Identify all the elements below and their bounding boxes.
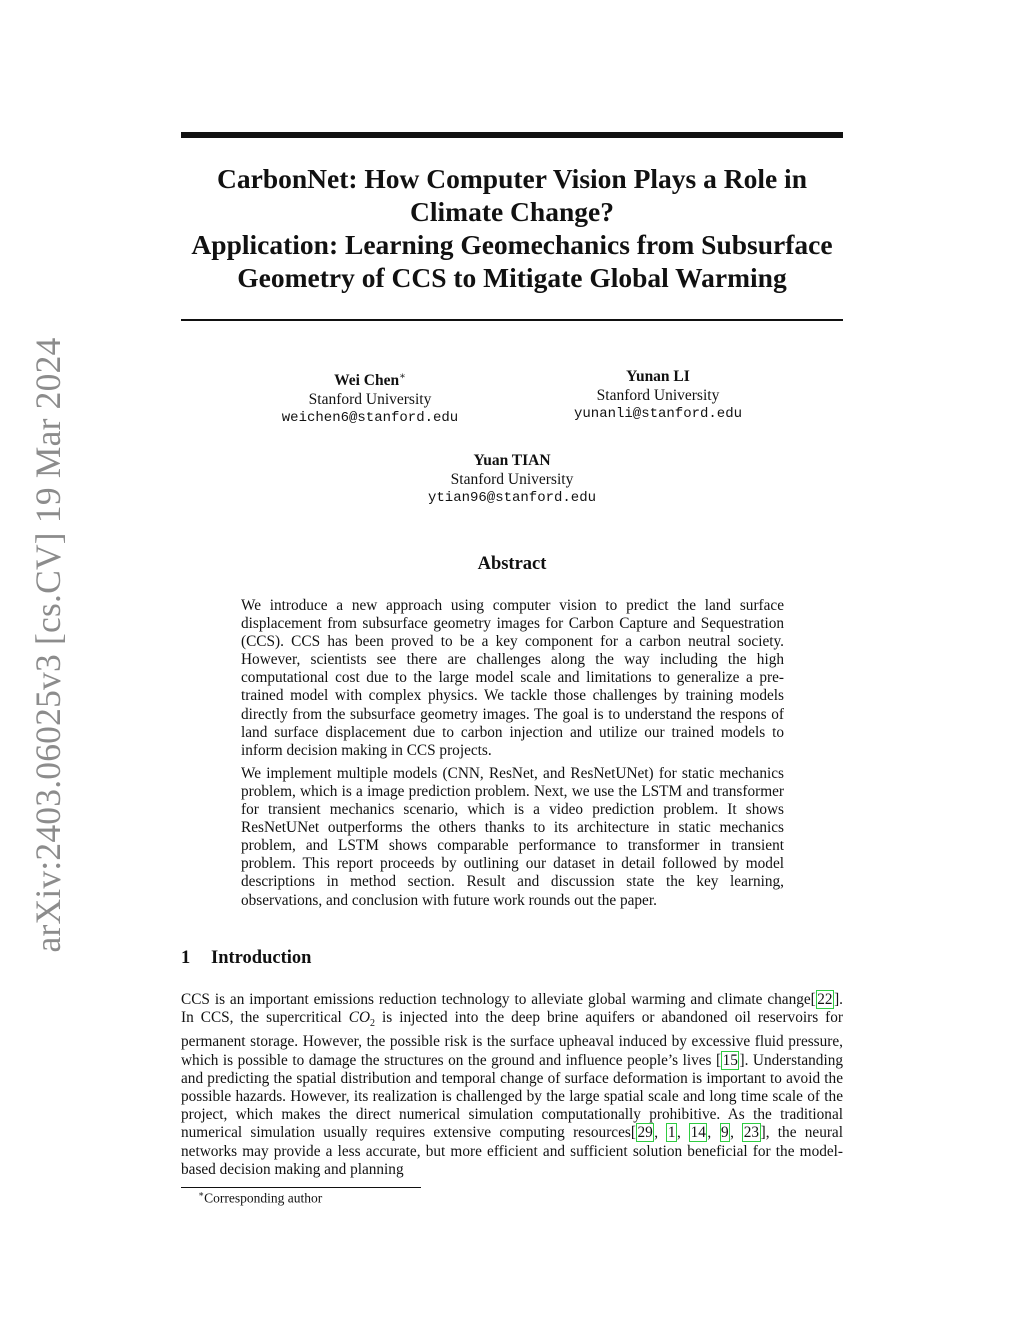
math-base: CO bbox=[348, 1009, 371, 1027]
citation-link[interactable]: 14 bbox=[690, 1124, 706, 1142]
footnote-rule bbox=[181, 1187, 421, 1188]
author-block-yunan-li bbox=[508, 368, 808, 424]
footnote bbox=[198, 1189, 322, 1207]
abstract-body bbox=[241, 597, 784, 915]
title-line: Application: Learning Geomechanics from Subsurface bbox=[191, 229, 833, 260]
intro-text: , the neural networks may provide a less accurate, but more efficient and sufficient solution beneficial for the model-based decision making and planning bbox=[181, 1124, 843, 1178]
author-email[interactable]: yunanli@stanford.edu bbox=[573, 406, 743, 422]
title-line: Geometry of CCS to Mitigate Global Warming bbox=[237, 262, 787, 293]
abstract-heading: Abstract bbox=[477, 554, 547, 574]
abstract-paragraph: We introduce a new approach using computer vision to predict the land surface displacement from subsurface geometry images for Carbon Capture and Sequestration (CCS). CCS has been proved to be a key component for a carbon neutral society. However, scientists see there are challenges along the way including the high computational cost due to the large model scale and limitations to generalize a pre-trained model with complex physics. We tackle those challenges by training models directly from the subsurface geometry images. The goal is to understand the respons of land surface displacement due to carbon injection and utilize our trained models to inform decision making in CCS projects. bbox=[241, 597, 784, 759]
intro-text: . In CCS, the supercritical bbox=[181, 991, 843, 1027]
citation-link[interactable]: 22 bbox=[817, 991, 833, 1008]
author-name: Yuan TIAN bbox=[473, 452, 551, 469]
citation-link[interactable]: 9 bbox=[721, 1124, 729, 1142]
footnote-text: Corresponding author bbox=[204, 1190, 323, 1206]
math-subscript: 2 bbox=[370, 1018, 376, 1030]
author-block-yuan-tian bbox=[362, 452, 662, 508]
title-bottom-rule bbox=[181, 319, 843, 321]
author-footnote-mark: ∗ bbox=[399, 371, 406, 382]
author-block-wei-chen bbox=[220, 368, 520, 428]
title-top-rule bbox=[181, 132, 843, 138]
author-email[interactable]: ytian96@stanford.edu bbox=[427, 490, 597, 506]
paper-title bbox=[170, 162, 854, 294]
citation-link[interactable]: 23 bbox=[743, 1124, 760, 1142]
citation-link[interactable]: 29 bbox=[637, 1124, 653, 1142]
citation-link[interactable]: 1 bbox=[667, 1124, 676, 1142]
author-email[interactable]: weichen6@stanford.edu bbox=[281, 410, 459, 427]
title-line: CarbonNet: How Computer Vision Plays a Role in bbox=[217, 163, 807, 194]
section-title: Introduction bbox=[211, 948, 312, 968]
intro-text: is injected into the deep brine aquifers or abandoned oil reservoirs for permanent storage. However, the possible risk is the surface upheaval induced by excessive fluid pressure, which is possible to damage the structures on the ground and influence people’s lives bbox=[181, 1009, 843, 1069]
arxiv-identifier: arXiv:2403.06025v3 [cs.CV] 19 Mar 2024 bbox=[28, 337, 68, 953]
author-affiliation: Stanford University bbox=[596, 386, 720, 404]
intro-text: CCS is an important emissions reduction technology to alleviate global warming and climate change bbox=[181, 991, 811, 1008]
section-number: 1 bbox=[181, 948, 191, 968]
intro-paragraph: CCS is an important emissions reduction technology to alleviate global warming and climate change[22]. In CCS, the supercritical $CO_2$ is injected into the deep brine aquifers or abandoned oil reservoirs for permanent storage. However, the possible risk is the surface upheaval induced by excessive fluid pressure, which is possible to damage the structures on the ground and influence people’s lives [15]. Understanding and predicting the spatial distribution and temporal change of surface deformation is important to avoid the possible hazards. However, its realization is challenged by the large spatial scale and long time scale of the project, which makes the direct numerical simulation computationally prohibitive. As the traditional numerical simulation usually requires extensive computing resources[29, 1, 14, 9, 23], the neural networks may provide a less accurate, but more efficient and sufficient solution beneficial for the model-based decision making and planning bbox=[181, 991, 843, 1178]
author-affiliation: Stanford University bbox=[308, 390, 432, 408]
math-co2 bbox=[348, 1009, 376, 1030]
intro-text: . Understanding and predicting the spatial distribution and temporal change of surface deformation is important to avoid the possible hazards. However, its realization is challenged by the large spatial scale and long time scale of the project, which makes the direct numerical simulation computationally prohibitive. As the traditional numerical simulation usually requires extensive computing resources bbox=[181, 1051, 843, 1142]
author-name: Yunan LI bbox=[626, 368, 690, 385]
abstract-paragraph: We implement multiple models (CNN, ResNet, and ResNetUNet) for static mechanics problem, which is a image prediction problem. Next, we use the LSTM and transformer for transient mechanics scenario, which is a video prediction problem. It shows ResNetUNet outperforms the others thanks to its architecture in static mechanics problem, and LSTM shows comparable performance to transformer in transient problem. This report proceeds by outlining our dataset in detail followed by model descriptions in method section. Result and discussion state the key learning, observations, and conclusion with future work rounds out the paper. bbox=[241, 764, 784, 909]
section-heading-introduction bbox=[181, 948, 311, 969]
title-line: Climate Change? bbox=[410, 196, 614, 227]
author-affiliation: Stanford University bbox=[450, 470, 574, 488]
author-name: Wei Chen bbox=[334, 372, 400, 390]
footnote-mark: ∗ bbox=[198, 1189, 205, 1199]
citation-link[interactable]: 15 bbox=[722, 1051, 738, 1069]
